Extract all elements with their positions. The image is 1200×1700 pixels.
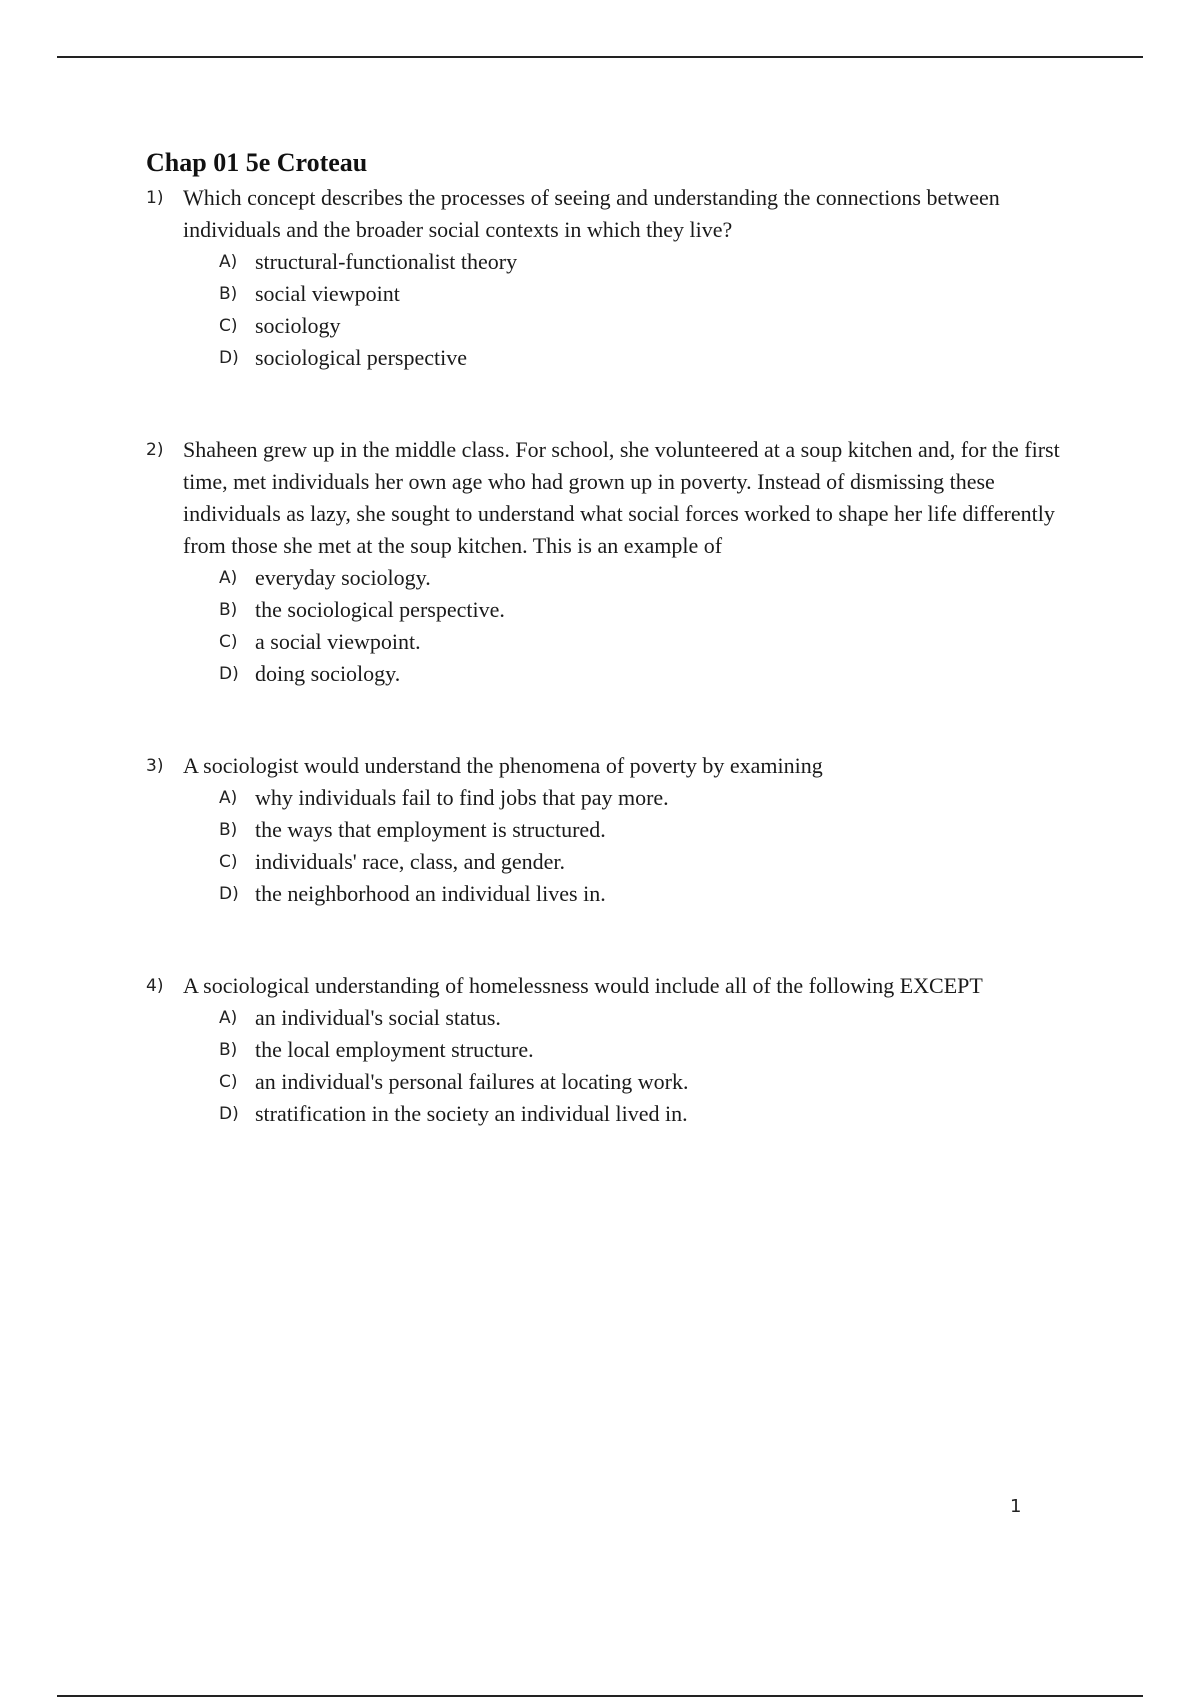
question-2: [146, 434, 1086, 690]
option-text: individuals' race, class, and gender.: [255, 849, 566, 874]
option-letter: D): [219, 1104, 239, 1124]
option-text: everyday sociology.: [255, 565, 431, 590]
answer-option: [219, 658, 1086, 690]
answer-option: [219, 1002, 1086, 1034]
question-number: 3): [146, 756, 164, 776]
option-text: why individuals fail to find jobs that pay more.: [255, 785, 669, 810]
question-number: 4): [146, 976, 164, 996]
option-text: a social viewpoint.: [255, 629, 421, 654]
option-letter: B): [219, 600, 238, 620]
option-text: sociology: [255, 313, 341, 338]
option-letter: D): [219, 884, 239, 904]
answer-option: [219, 782, 1086, 814]
header-rule: [57, 56, 1143, 58]
answer-option: [219, 846, 1086, 878]
answer-option: [219, 342, 1086, 374]
question-text: A sociologist would understand the phenomena of poverty by examining: [183, 753, 823, 778]
option-letter: B): [219, 284, 238, 304]
answer-options: [183, 1002, 1086, 1130]
question-text: Which concept describes the processes of seeing and understanding the connections between individuals and the broader social contexts in which they live?: [183, 185, 1000, 242]
answer-option: [219, 594, 1086, 626]
answer-options: [183, 782, 1086, 910]
option-text: social viewpoint: [255, 281, 400, 306]
option-text: sociological perspective: [255, 345, 467, 370]
option-text: an individual's social status.: [255, 1005, 501, 1030]
answer-option: [219, 1098, 1086, 1130]
option-letter: A): [219, 1008, 238, 1028]
answer-option: [219, 626, 1086, 658]
option-letter: D): [219, 348, 239, 368]
question-3: [146, 750, 1086, 910]
answer-option: [219, 562, 1086, 594]
option-letter: C): [219, 316, 238, 336]
option-text: stratification in the society an individual lived in.: [255, 1101, 688, 1126]
page-number: 1: [1010, 1496, 1022, 1517]
option-text: an individual's personal failures at locating work.: [255, 1069, 689, 1094]
option-text: the sociological perspective.: [255, 597, 505, 622]
answer-options: [183, 562, 1086, 690]
option-letter: A): [219, 568, 238, 588]
option-letter: C): [219, 852, 238, 872]
answer-option: [219, 1066, 1086, 1098]
document-body: [146, 146, 1086, 1130]
option-text: the local employment structure.: [255, 1037, 534, 1062]
option-text: the ways that employment is structured.: [255, 817, 606, 842]
answer-options: [183, 246, 1086, 374]
question-1: [146, 182, 1086, 374]
question-number: 2): [146, 440, 164, 460]
footer-rule: [57, 1695, 1143, 1697]
option-letter: A): [219, 252, 238, 272]
option-letter: C): [219, 632, 238, 652]
document-title: Chap 01 5e Croteau: [146, 148, 368, 177]
option-letter: C): [219, 1072, 238, 1092]
question-4: [146, 970, 1086, 1130]
answer-option: [219, 310, 1086, 342]
question-number: 1): [146, 188, 164, 208]
answer-option: [219, 1034, 1086, 1066]
option-letter: B): [219, 1040, 238, 1060]
answer-option: [219, 278, 1086, 310]
answer-option: [219, 814, 1086, 846]
option-letter: B): [219, 820, 238, 840]
option-text: the neighborhood an individual lives in.: [255, 881, 606, 906]
question-text: Shaheen grew up in the middle class. For school, she volunteered at a soup kitchen and, for the first time, met individuals her own age who had grown up in poverty. Instead of dismissing these individuals as lazy, she sought to understand what social forces worked to shape her life differently from those she met at the soup kitchen. This is an example of: [183, 437, 1060, 558]
option-letter: D): [219, 664, 239, 684]
answer-option: [219, 246, 1086, 278]
answer-option: [219, 878, 1086, 910]
option-letter: A): [219, 788, 238, 808]
question-text: A sociological understanding of homelessness would include all of the following EXCEPT: [183, 973, 983, 998]
option-text: structural-functionalist theory: [255, 249, 518, 274]
option-text: doing sociology.: [255, 661, 401, 686]
